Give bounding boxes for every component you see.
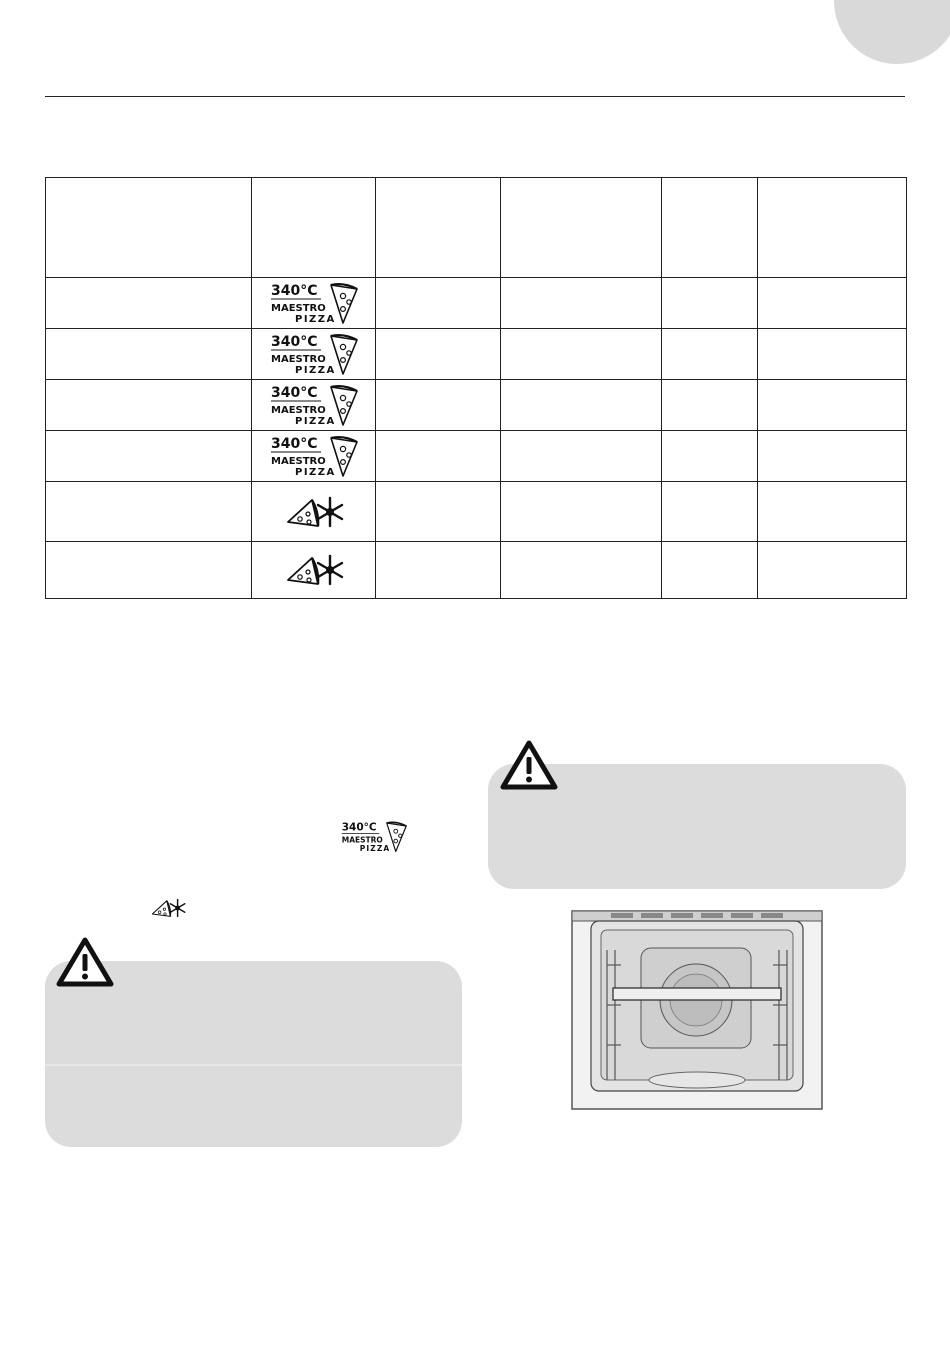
svg-text:MAESTRO: MAESTRO [270, 354, 326, 365]
svg-text:MAESTRO: MAESTRO [270, 456, 326, 467]
mode-cell [252, 482, 376, 542]
svg-text:PIZZA: PIZZA [294, 365, 336, 376]
table-cell [501, 329, 662, 380]
table-cell [376, 329, 501, 380]
frozen-pizza-icon [150, 896, 186, 920]
svg-text:PIZZA: PIZZA [294, 467, 336, 478]
svg-text:340°C: 340°C [270, 436, 317, 452]
frozen-pizza-icon [284, 550, 344, 590]
svg-text:PIZZA: PIZZA [294, 314, 336, 325]
table-cell [46, 278, 252, 329]
svg-text:340°C: 340°C [270, 334, 317, 350]
table-cell [501, 380, 662, 431]
table-cell [376, 431, 501, 482]
maestro-pizza-icon [269, 281, 359, 325]
table-cell [501, 542, 662, 599]
warning-box-left [45, 961, 462, 1147]
oven-cavity-illustration [571, 910, 823, 1114]
table-cell [46, 431, 252, 482]
warning-box-divider [45, 1064, 462, 1066]
table-row [46, 278, 907, 329]
table-cell [758, 380, 907, 431]
warning-triangle-icon [56, 937, 114, 987]
table-cell [758, 278, 907, 329]
table-cell [46, 482, 252, 542]
table-header-cell [376, 178, 501, 278]
svg-text:PIZZA: PIZZA [294, 416, 336, 427]
table-row [46, 329, 907, 380]
table-row [46, 431, 907, 482]
table-row [46, 380, 907, 431]
table-cell [662, 431, 758, 482]
table-cell [758, 482, 907, 542]
mode-cell [252, 329, 376, 380]
svg-text:340°C: 340°C [270, 283, 317, 299]
table-header-cell [758, 178, 907, 278]
table-cell [376, 482, 501, 542]
mode-cell [252, 431, 376, 482]
table-cell [662, 482, 758, 542]
warning-triangle-icon [500, 740, 558, 790]
frozen-pizza-icon [284, 492, 344, 532]
table-cell [376, 380, 501, 431]
cooking-table [45, 177, 907, 599]
table-header-row [46, 178, 907, 278]
svg-text:MAESTRO: MAESTRO [270, 405, 326, 416]
table-cell [662, 278, 758, 329]
maestro-pizza-icon [269, 434, 359, 478]
maestro-pizza-icon [269, 383, 359, 427]
svg-text:340°C: 340°C [270, 385, 317, 401]
table-cell [758, 329, 907, 380]
svg-text:340°C: 340°C [341, 821, 377, 834]
table-cell [501, 482, 662, 542]
mode-cell [252, 380, 376, 431]
table-cell [662, 329, 758, 380]
svg-text:MAESTRO: MAESTRO [341, 835, 383, 845]
table-cell [376, 278, 501, 329]
table-cell [662, 542, 758, 599]
table-cell [662, 380, 758, 431]
table-header-cell [252, 178, 376, 278]
table-row [46, 542, 907, 599]
svg-text:MAESTRO: MAESTRO [270, 303, 326, 314]
table-header-cell [501, 178, 662, 278]
table-cell [46, 542, 252, 599]
maestro-pizza-icon [269, 332, 359, 376]
table-header-cell [46, 178, 252, 278]
table-cell [758, 542, 907, 599]
mode-cell [252, 542, 376, 599]
table-cell [46, 329, 252, 380]
table-cell [46, 380, 252, 431]
table-cell [501, 431, 662, 482]
mode-cell [252, 278, 376, 329]
table-cell [376, 542, 501, 599]
table-cell [758, 431, 907, 482]
maestro-pizza-icon [340, 820, 408, 853]
table-cell [501, 278, 662, 329]
page-corner-tab [834, 0, 950, 64]
table-header-cell [662, 178, 758, 278]
svg-text:PIZZA: PIZZA [359, 843, 391, 853]
header-rule [45, 96, 905, 97]
table-row [46, 482, 907, 542]
